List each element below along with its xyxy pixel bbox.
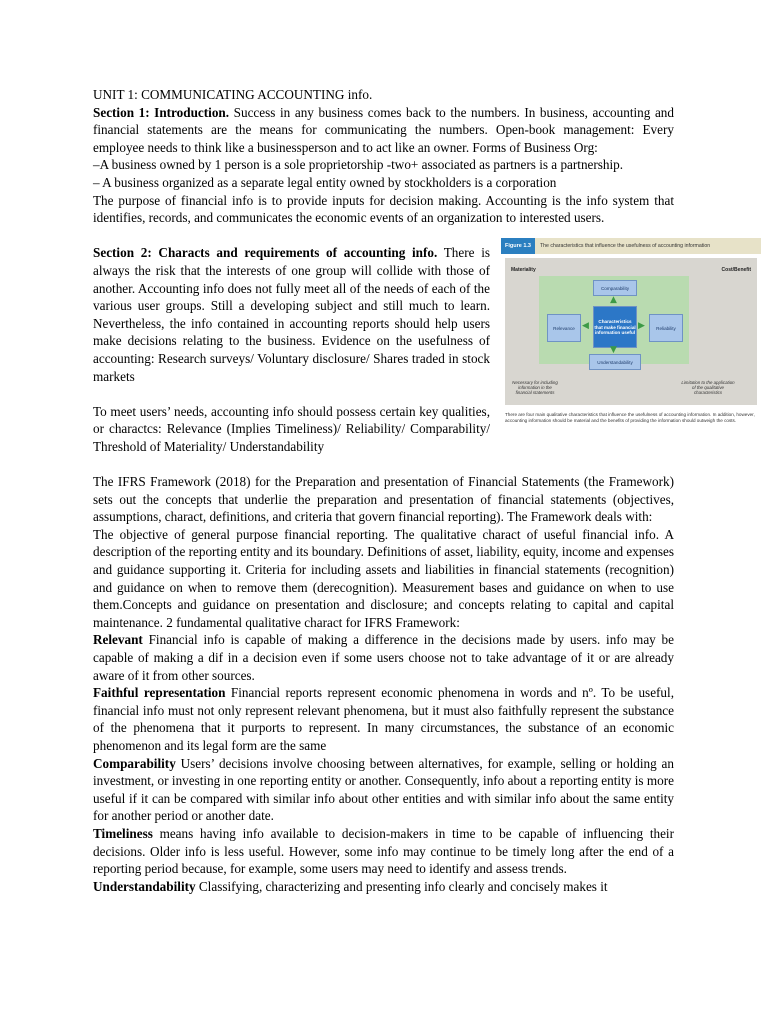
term-label: Relevant — [93, 632, 143, 648]
section2-heading: Section 2: Characts and requirements of accounting info. — [93, 245, 438, 261]
figure-diagram — [501, 254, 761, 409]
section2-block — [93, 243, 755, 455]
comparability-box: Comparability — [593, 280, 637, 296]
materiality-note: Necessary for including information in the financial statements — [512, 380, 558, 396]
term-label: Timeliness — [93, 825, 153, 841]
term-comparability — [93, 755, 674, 825]
term-label: Understandability — [93, 878, 196, 894]
business-form-line-b: – A business organized as a separate legal entity owned by stockholders is a corporation — [93, 174, 557, 190]
section2-paragraph — [93, 244, 490, 385]
arrow-up-icon: ▲ — [610, 295, 617, 306]
term-understandability — [93, 878, 674, 896]
figure-title: The characteristics that influence the usefulness of accounting information — [539, 243, 711, 250]
relevance-box: Relevance — [547, 314, 581, 342]
arrow-down-icon: ▼ — [610, 345, 617, 356]
characteristics-center-box: Characteristics that make financial information useful — [593, 306, 637, 348]
reliability-box: Reliability — [649, 314, 683, 342]
term-text: Classifying, characterizing and presenting info clearly and concisely makes it — [195, 878, 608, 894]
figure-1-3 — [501, 238, 761, 423]
cost-benefit-note: Limitation to the application of the qualitative characteristics — [681, 380, 735, 396]
ifrs-intro-paragraph: The IFRS Framework (2018) for the Preparation and presentation of Financial Statements (the Framework) sets out the concepts that underlie the preparation and presentation of financial statements (objectives, assumptions, charact, definitions, and criteria that govern financial reporting). The Framework deals with: — [93, 474, 674, 525]
unit-title: UNIT 1: COMMUNICATING ACCOUNTING info. — [93, 87, 373, 102]
materiality-label: Materiality — [511, 267, 536, 274]
ifrs-deals-paragraph: The objective of general purpose financial reporting. The qualitative charact of useful financial info. A description of the reporting entity and its boundary. Definitions of asset, liability, equity, income and expenses and guidance supporting it. Criteria for including assets and liabilities in financial statements (recognition) and guidance on when to remove them (derecognition). Measurement bases and guidance on when to use them.Concepts and guidance on presentation and disclosure; and concepts relating to capital and capital maintenance. 2 fundamental qualitative charact for IFRS Framework: — [93, 526, 674, 630]
understandability-box: Understandability — [589, 354, 641, 370]
section1-paragraph — [93, 104, 674, 157]
figure-header — [501, 238, 761, 254]
term-text: Financial reports represent economic phenomena in words and nº. To be useful, financial info must not only represent relevant phenomena, but it must also faithfully represent the substance of the phenomena that it purports to represent. In many circumstances, the substance of an economic phenomenon and its legal form are the same — [93, 685, 674, 753]
document-content — [93, 86, 755, 895]
section1-heading: Section 1: Introduction. — [93, 104, 230, 120]
cost-benefit-label: Cost/Benefit — [721, 267, 751, 274]
arrow-left-icon: ◀ — [582, 321, 589, 332]
term-label: Faithful representation — [93, 685, 226, 701]
qualities-paragraph: To meet users’ needs, accounting info should possess certain key qualities, or charactcs: Relevance (Implies Timeliness)/ Reliability/ Comparability/ Threshold of Materiality/ Understandability — [93, 403, 490, 454]
term-text: Financial info is capable of making a difference in the decisions made by users. info may be capable of making a dif in a decision even if some users choose not to take advantage of it or are already aware of it from other sources. — [93, 632, 674, 683]
purpose-paragraph: The purpose of financial info is to provide inputs for decision making. Accounting is the info system that identifies, records, and communicates the economic events of an organization to interested users. — [93, 192, 674, 226]
business-form-line-a: –A business owned by 1 person is a sole proprietorship -two+ associated as partners is a partnership. — [93, 157, 624, 173]
term-relevant — [93, 631, 674, 684]
term-timeliness — [93, 825, 674, 878]
section2-text: There is always the risk that the interests of one group will collide with those of another. Accounting info does not fully meet all of the needs of each of the various user groups. Still a developing subject and still much to learn. Nevertheless, the info contained in accounting reports should help users make decisions relating to the business. Evidence on the usefulness of accounting: Research surveys/ Voluntary disclosure/ Shares traded in stock markets — [93, 245, 490, 384]
term-text: Users’ decisions involve choosing between alternatives, for example, selling or holding an investment, or investing in one reporting entity or another. Consequently, info about a reporting entity is more useful if it can be compared with similar info about other entities and with similar info about the same entity for another period or another date. — [93, 755, 674, 824]
figure-caption: There are four main qualitative characteristics that influence the usefulness of accounting information. In addition, however, accounting information should be material and the benefits of providing the information should outweigh the costs. — [505, 412, 755, 423]
arrow-right-icon: ▶ — [638, 321, 645, 332]
figure-tag: Figure 1.3 — [501, 238, 535, 254]
term-text: means having info available to decision-makers in time to be capable of influencing their decisions. Older info is less useful. However, some info may continue to be timely long after the end of a reporting period because, for example, some users may need to identify and assess trends. — [93, 825, 674, 877]
term-faithful-representation — [93, 684, 674, 754]
section1-text: Success in any business comes back to the numbers. In business, accounting and financial statements are the means for communicating the numbers. Open-book management: Every employee needs to think like a businessperson and to act like an owner. Forms of Business Org: — [93, 104, 674, 155]
term-label: Comparability — [93, 755, 176, 771]
